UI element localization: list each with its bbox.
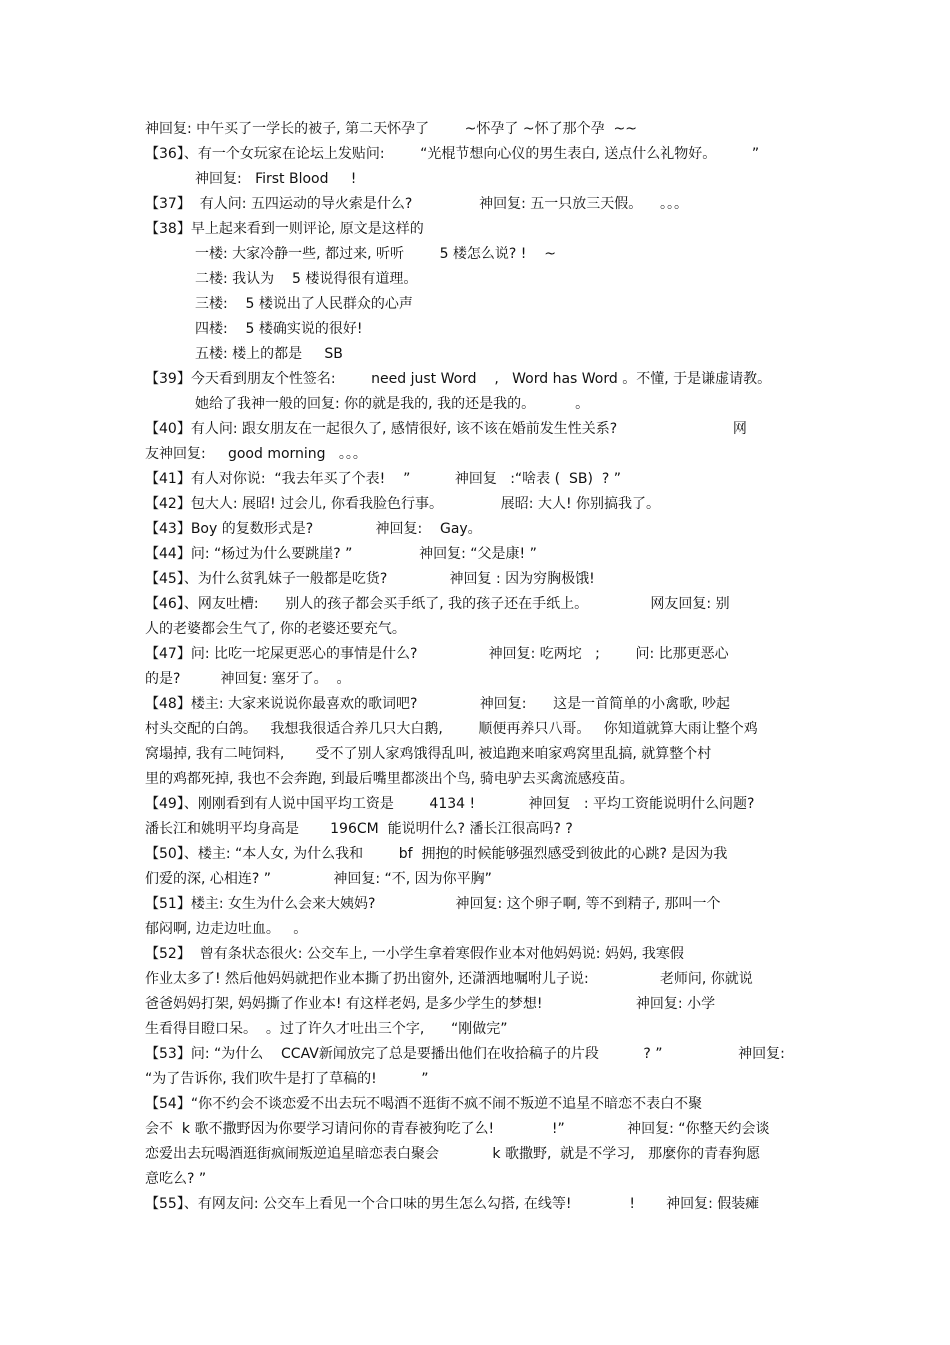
text-line: 【45】、为什么贫乳妹子一般都是吃货? 神回复 : 因为穷胸极饿!	[145, 571, 595, 587]
text-line: 里的鸡都死掉, 我也不会奔跑, 到最后嘴里都淡出个鸟, 骑电驴去买禽流感疫苗。	[145, 771, 634, 787]
text-line: “为了告诉你, 我们吹牛是打了草稿的! ”	[145, 1071, 429, 1087]
text-line: 人的老婆都会生气了, 你的老婆还要充气。	[145, 621, 406, 637]
text-line: 【37】 有人问: 五四运动的导火索是什么? 神回复: 五一只放三天假。 。。。	[145, 196, 689, 212]
text-line: 【52】 曾有条状态很火: 公交车上, 一小学生拿着寒假作业本对他妈妈说: 妈妈, 我寒假	[145, 946, 684, 962]
text-line: 窝塌掉, 我有二吨饲料, 受不了别人家鸡饿得乱叫, 被追跑来咱家鸡窝里乱搞, 就算整个村	[145, 746, 712, 762]
text-line: 【48】楼主: 大家来说说你最喜欢的歌词吧? 神回复: 这是一首简单的小禽歌, 吵起	[145, 696, 731, 712]
text-line: 【53】问: “为什么 CCAV新闻放完了总是要播出他们在收拾稿子的片段 ? ” 神回复:	[145, 1046, 785, 1062]
text-line: 作业太多了! 然后他妈妈就把作业本撕了扔出窗外, 还潇洒地嘱咐儿子说: 老师问, 你就说	[145, 971, 753, 987]
text-line: 【41】有人对你说: “我去年买了个表! ” 神回复 :“啥表 ( SB) ? ”	[145, 471, 621, 487]
text-line: 恋爱出去玩喝酒逛街疯闹叛逆追星暗恋表白聚会 k 歌撒野, 就是不学习, 那麼你的青春狗愿	[145, 1146, 761, 1162]
text-line: 【51】楼主: 女生为什么会来大姨妈? 神回复: 这个卵子啊, 等不到精子, 那叫一个	[145, 896, 721, 912]
text-line: 意吃么? ”	[145, 1171, 207, 1187]
text-line: 潘长江和姚明平均身高是 196CM 能说明什么? 潘长江很高吗? ?	[145, 821, 573, 837]
text-line: 她给了我神一般的回复: 你的就是我的, 我的还是我的。 。	[195, 396, 590, 412]
text-line: 【43】Boy 的复数形式是? 神回复: Gay。	[145, 521, 482, 537]
text-line: 村头交配的白鸽。 我想我很适合养几只大白鹅, 顺便再养只八哥。 你知道就算大雨让整个鸡	[145, 721, 758, 737]
text-line: 五楼: 楼上的都是 SB	[195, 346, 343, 362]
text-line: 会不 k 歌不撒野因为你要学习请问你的青春被狗吃了么! !” 神回复: “你整天约会谈	[145, 1121, 770, 1137]
text-line: 神回复: 中午买了一学长的被子, 第二天怀孕了 ~怀孕了 ~怀了那个孕 ~~	[145, 121, 637, 137]
text-line: 的是? 神回复: 塞牙了。 。	[145, 671, 351, 687]
text-line: 神回复: First Blood !	[195, 171, 357, 187]
text-line: 【55】、有网友问: 公交车上看见一个合口味的男生怎么勾搭, 在线等! ! 神回复: 假装瘫	[145, 1196, 760, 1212]
text-line: 【49】、刚刚看到有人说中国平均工资是 4134 ! 神回复 : 平均工资能说明什么问题?	[145, 796, 755, 812]
text-line: 【38】早上起来看到一则评论, 原文是这样的	[145, 221, 424, 237]
text-line: 二楼: 我认为 5 楼说得很有道理。	[195, 271, 418, 287]
text-line: 爸爸妈妈打架, 妈妈撕了作业本! 有这样老妈, 是多少学生的梦想! 神回复: 小学	[145, 996, 716, 1012]
text-line: 生看得目瞪口呆。 。过了许久才吐出三个字, “刚做完”	[145, 1021, 508, 1037]
text-line: 三楼: 5 楼说出了人民群众的心声	[195, 296, 413, 312]
text-line: 【40】有人问: 跟女朋友在一起很久了, 感情很好, 该不该在婚前发生性关系? 网	[145, 421, 747, 437]
text-line: 【54】“你不约会不谈恋爱不出去玩不喝酒不逛街不疯不闹不叛逆不追星不暗恋不表白不聚	[145, 1096, 703, 1112]
text-line: 们爱的深, 心相连? ” 神回复: “不, 因为你平胸”	[145, 871, 492, 887]
text-line: 一楼: 大家冷静一些, 都过来, 听听 5 楼怎么说? ! ~	[195, 246, 556, 262]
text-line: 【50】、楼主: “本人女, 为什么我和 bf 拥抱的时候能够强烈感受到彼此的心跳? 是因为我	[145, 846, 728, 862]
text-line: 【44】问: “杨过为什么要跳崖? ” 神回复: “父是康! ”	[145, 546, 537, 562]
text-line: 郁闷啊, 边走边吐血。 。	[145, 921, 308, 937]
text-line: 【46】、网友吐槽: 别人的孩子都会买手纸了, 我的孩子还在手纸上。 网友回复: 别	[145, 596, 730, 612]
text-line: 【42】包大人: 展昭! 过会儿, 你看我脸色行事。 展昭: 大人! 你别搞我了。	[145, 496, 661, 512]
text-line: 四楼: 5 楼确实说的很好!	[195, 321, 363, 337]
text-line: 【47】问: 比吃一坨屎更恶心的事情是什么? 神回复: 吃两坨 ; 问: 比那更恶心	[145, 646, 729, 662]
text-line: 【36】、有一个女玩家在论坛上发贴问: “光棍节想向心仪的男生表白, 送点什么礼物好。 ”	[145, 146, 760, 162]
text-line: 友神回复: good morning 。。。	[145, 446, 367, 462]
text-line: 【39】今天看到朋友个性签名: need just Word , Word has Word 。不懂, 于是谦虚请教。	[145, 371, 772, 387]
